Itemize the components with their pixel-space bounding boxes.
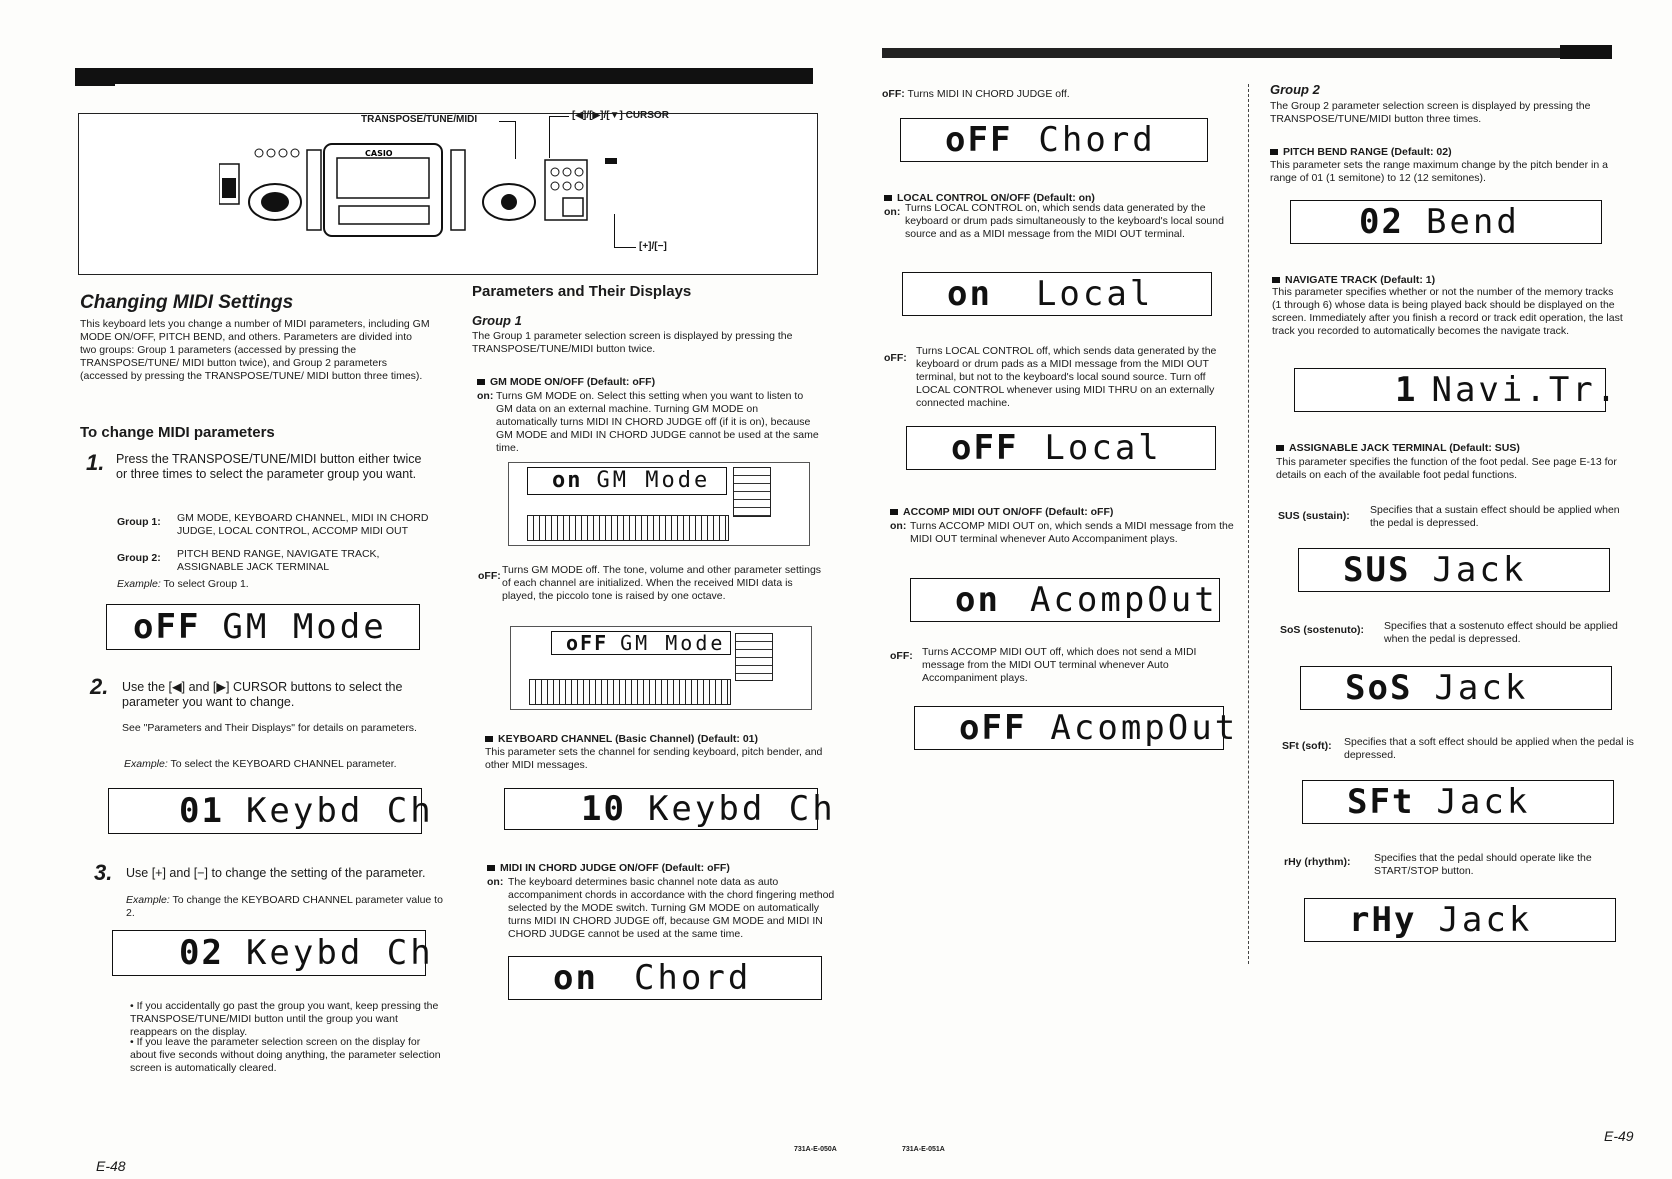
section-title-changing-midi: Changing MIDI Settings — [80, 292, 294, 313]
lcd-value: SoS — [1345, 668, 1413, 708]
lcd-value: oFF — [951, 428, 1019, 468]
lcd-value: 10 — [581, 789, 626, 829]
chord-on-label: on: — [487, 876, 504, 888]
lcd-value: oFF — [133, 607, 201, 647]
lcd-sos-jack — [1300, 666, 1612, 710]
footer-code-left: 731A-E-050A — [794, 1146, 837, 1153]
lcd-value: on — [947, 274, 992, 314]
lcd-keybd-ch-01 — [108, 788, 434, 834]
step-1-text: Press the TRANSPOSE/TUNE/MIDI button either twice or three times to select the parameter group you want. — [116, 452, 422, 481]
local-on-text: Turns LOCAL CONTROL on, which sends data generated by the keyboard or drum pads simultaneously to the keyboard's local sound source and as a MIDI message from the MIDI OUT terminal. — [905, 202, 1224, 240]
rhy-text: Specifies that the pedal should operate like the START/STOP button. — [1374, 852, 1592, 877]
lcd-value: on — [553, 958, 598, 998]
lcd-param: Bend — [1425, 202, 1520, 242]
mini-keyboard — [529, 679, 731, 705]
lcd-local-on — [902, 272, 1212, 316]
chord-off-text: Turns MIDI IN CHORD JUDGE off. — [907, 88, 1070, 100]
gm-off-panel — [510, 626, 812, 710]
example-3 — [126, 894, 444, 920]
staff-box — [733, 467, 771, 517]
lcd-param: Keybd Ch — [245, 791, 434, 831]
lcd-param: Local — [1035, 274, 1154, 314]
header-bar-left — [75, 68, 813, 84]
group2-text: PITCH BEND RANGE, NAVIGATE TRACK, ASSIGNABLE JACK TERMINAL — [177, 548, 380, 573]
lcd-value: rHy — [1349, 900, 1417, 940]
lcd-chord-on — [508, 956, 822, 1000]
group2-intro: The Group 2 parameter selection screen is displayed by pressing the TRANSPOSE/TUNE/MIDI button three times. — [1270, 100, 1591, 125]
lcd-param: Chord — [633, 958, 752, 998]
lcd-value: 01 — [179, 791, 224, 831]
example-1 — [117, 578, 249, 591]
footer-code-right: 731A-E-051A — [902, 1146, 945, 1153]
lcd-gm-mode-on — [527, 467, 727, 495]
lcd-keybd-ch-02 — [112, 930, 434, 976]
mini-keyboard — [527, 515, 729, 541]
group2-label: Group 2: — [117, 552, 161, 564]
sft-text: Specifies that a soft effect should be applied when the pedal is depressed. — [1344, 736, 1634, 761]
bullet-1: • If you accidentally go past the group you want, keep pressing the TRANSPOSE/TUNE/MIDI button until the group you want reappears on the display. — [130, 1000, 439, 1038]
lcd-value: SUS — [1343, 550, 1411, 590]
lcd-gm-mode-off — [106, 604, 420, 650]
example-2 — [124, 758, 397, 771]
sus-text: Specifies that a sustain effect should be applied when the pedal is depressed. — [1370, 504, 1620, 529]
group1-text: GM MODE, KEYBOARD CHANNEL, MIDI IN CHORD JUDGE, LOCAL CONTROL, ACCOMP MIDI OUT — [177, 512, 429, 537]
bullet-2: • If you leave the parameter selection screen on the display for about five seconds without doing anything, the parameter selection screen is automatically cleared. — [130, 1036, 441, 1074]
kb-channel-heading-text: KEYBOARD CHANNEL (Basic Channel) (Default: 01) — [498, 733, 759, 745]
lcd-value: oFF — [945, 120, 1013, 160]
group1-intro: The Group 1 parameter selection screen is displayed by pressing the TRANSPOSE/TUNE/MIDI button twice. — [472, 330, 793, 355]
chord-judge-heading — [487, 862, 730, 875]
step-1-number: 1. — [86, 450, 105, 475]
lcd-rhy-jack — [1304, 898, 1616, 942]
step-3-number: 3. — [94, 860, 113, 885]
navigate-text: This parameter specifies whether or not the number of the memory tracks (1 through 6) whose data is being played back should be displayed on the screen. Immediately after you finish a record or track edit operation, the last track you recorded to automatically becomes the navigate track. — [1272, 286, 1623, 337]
section-subtitle-to-change: To change MIDI parameters — [80, 424, 275, 441]
lcd-value: oFF — [959, 708, 1027, 748]
example-1-label: Example: — [117, 578, 161, 590]
keyboard-diagram — [78, 110, 818, 275]
lcd-param: Jack — [1432, 550, 1527, 590]
lcd-value: oFF — [566, 631, 609, 655]
gm-on-label: on: — [477, 390, 494, 402]
lcd-param: Chord — [1038, 120, 1156, 160]
example-2-label: Example: — [124, 758, 168, 770]
rhy-label: rHy (rhythm): — [1284, 856, 1351, 868]
section-title-parameters: Parameters and Their Displays — [472, 283, 692, 300]
example-2-text: To select the KEYBOARD CHANNEL parameter. — [170, 758, 397, 770]
gm-off-text: Turns GM MODE off. The tone, volume and other parameter settings of each channel are initialized. When the received MIDI data is played, the piccolo tone is raised by one octave. — [502, 564, 822, 602]
lcd-param: Jack — [1434, 668, 1529, 708]
lcd-accomp-off — [914, 706, 1239, 750]
header-bar-left-tab — [75, 72, 115, 86]
accomp-heading-text: ACCOMP MIDI OUT ON/OFF (Default: oFF) — [903, 506, 1114, 518]
lcd-chord-off — [900, 118, 1208, 162]
gm-off-label: oFF: — [478, 570, 501, 582]
sos-label: SoS (sostenuto): — [1280, 624, 1364, 636]
lcd-value: 02 — [179, 933, 224, 973]
group1-label: Group 1: — [117, 516, 161, 528]
kb-channel-text: This parameter sets the channel for sending keyboard, pitch bender, and other MIDI messages. — [485, 746, 823, 771]
chord-judge-heading-text: MIDI IN CHORD JUDGE ON/OFF (Default: oFF) — [500, 862, 730, 874]
sus-label: SUS (sustain): — [1278, 510, 1350, 522]
gm-mode-heading-text: GM MODE ON/OFF (Default: oFF) — [490, 376, 656, 388]
lcd-param: Local — [1044, 428, 1162, 468]
lcd-sus-jack — [1298, 548, 1610, 592]
lcd-param: GM Mode — [222, 607, 387, 647]
lcd-keybd-ch-10 — [504, 788, 836, 830]
lcd-param: GM Mode — [596, 468, 711, 493]
gm-mode-heading — [477, 376, 655, 389]
pitch-bend-heading-text: PITCH BEND RANGE (Default: 02) — [1283, 146, 1452, 158]
chord-on-text: The keyboard determines basic channel note data as auto accompaniment chords in accordance with the chord fingering method selected by the MODE switch. Turning GM MODE on automatically turns MIDI IN CHORD JUDGE off, because GM MODE and MIDI IN CHORD JUDGE cannot be used at the same time. — [508, 876, 835, 940]
accomp-on-label: on: — [890, 520, 907, 532]
local-control-heading-text: LOCAL CONTROL ON/OFF (Default: on) — [897, 192, 1095, 204]
column-divider — [1248, 84, 1249, 964]
step-2-note: See "Parameters and Their Displays" for details on parameters. — [122, 722, 417, 734]
brand-logo: CASIO — [365, 149, 393, 158]
chord-off-label: oFF: — [882, 88, 905, 100]
local-off-text: Turns LOCAL CONTROL off, which sends data generated by the keyboard or drum pads as a MIDI message from the MIDI OUT terminal, but not to the keyboard's local sound source. Turn off LOCAL CONTROL whenever using MIDI THRU on an externally connected machine. — [916, 345, 1217, 409]
lcd-local-off — [906, 426, 1216, 470]
lcd-value: on — [552, 468, 583, 493]
chord-off — [882, 88, 1212, 101]
cursor-pointer — [549, 116, 569, 117]
lcd-param: Jack — [1438, 900, 1533, 940]
pitch-bend-text: This parameter sets the range maximum change by the pitch bender in a range of 01 (1 semitone) to 12 (12 semitones). — [1270, 159, 1608, 184]
lcd-gm-mode-off-panel — [551, 631, 731, 655]
lcd-sft-jack — [1302, 780, 1614, 824]
lcd-navigate — [1294, 368, 1620, 412]
lcd-param: Keybd Ch — [647, 789, 836, 829]
jack-heading — [1276, 442, 1520, 455]
local-on-label: on: — [884, 206, 901, 218]
lcd-value: 1 — [1395, 370, 1418, 410]
bullet-1-text: If you accidentally go past the group you want, keep pressing the TRANSPOSE/TUNE/MIDI button until the group you want reappears on the display. — [130, 1000, 439, 1038]
page-number-left: E-48 — [96, 1158, 126, 1174]
lcd-value: 02 — [1359, 202, 1404, 242]
header-bar-right-tab — [1560, 45, 1612, 59]
lcd-param: Keybd Ch — [245, 933, 434, 973]
lcd-param: AcompOut — [1050, 708, 1239, 748]
bullet-2-text: If you leave the parameter selection screen on the display for about five seconds without doing anything, the parameter selection screen is automatically cleared. — [130, 1036, 441, 1074]
transpose-label: TRANSPOSE/TUNE/MIDI — [361, 114, 478, 125]
example-3-text: To change the KEYBOARD CHANNEL parameter value to 2. — [126, 894, 443, 919]
lcd-param: AcompOut — [1029, 580, 1218, 620]
lcd-pitch-bend — [1290, 200, 1602, 244]
lcd-accomp-on — [910, 578, 1220, 622]
group2-heading: Group 2 — [1270, 82, 1320, 97]
accomp-on-text: Turns ACCOMP MIDI OUT on, which sends a MIDI message from the MIDI OUT terminal whenever Auto Accompaniment plays. — [910, 520, 1234, 545]
lcd-value: on — [955, 580, 1000, 620]
gm-on-text: Turns GM MODE on. Select this setting when you want to listen to GM data on an external machine. Turning GM MODE on automatically turns MIDI IN CHORD JUDGE off (if it is on), because GM MODE and MIDI IN CHORD JUDGE cannot be used at the same time. — [496, 390, 819, 454]
navigate-heading-text: NAVIGATE TRACK (Default: 1) — [1285, 274, 1436, 286]
keyboard-console-illustration — [219, 138, 679, 248]
step-3-text: Use [+] and [−] to change the setting of the parameter. — [126, 866, 426, 880]
jack-text: This parameter specifies the function of the foot pedal. See page E-13 for details on each of the available foot pedal functions. — [1276, 456, 1617, 481]
sft-label: SFt (soft): — [1282, 740, 1332, 752]
kb-channel-heading — [485, 733, 758, 746]
header-bar-right — [882, 48, 1612, 58]
lcd-value: SFt — [1347, 782, 1415, 822]
step-2-number: 2. — [90, 674, 109, 699]
lcd-param: Jack — [1436, 782, 1531, 822]
cursor-label: [◀]/[▶]/[▼] CURSOR — [572, 110, 669, 121]
transpose-pointer — [499, 121, 515, 122]
lcd-param: GM Mode — [620, 631, 726, 655]
col1-intro: This keyboard lets you change a number of MIDI parameters, including GM MODE ON/OFF, PITCH BEND, and others. Parameters are divided into two groups: Group 1 parameters (accessed by pressing the TRANSPOSE/TUNE/ MIDI button twice), and Group 2 parameters (accessed by pressing the TRANSPOSE/TUNE/ MIDI button three times). — [80, 318, 430, 382]
group1-heading: Group 1 — [472, 313, 522, 328]
pitch-bend-heading — [1270, 146, 1452, 159]
lcd-param: Navi.Tr. — [1431, 370, 1620, 410]
gm-on-panel — [508, 462, 810, 546]
plusminus-label: [+]/[−] — [639, 241, 667, 252]
example-3-label: Example: — [126, 894, 170, 906]
accomp-off-text: Turns ACCOMP MIDI OUT off, which does not send a MIDI message from the MIDI OUT terminal whenever Auto Accompaniment plays. — [922, 646, 1197, 684]
example-1-text: To select Group 1. — [163, 578, 249, 590]
local-off-label: oFF: — [884, 352, 907, 364]
step-2-text: Use the [◀] and [▶] CURSOR buttons to select the parameter you want to change. — [122, 680, 403, 709]
accomp-off-label: oFF: — [890, 650, 913, 662]
accomp-heading — [890, 506, 1113, 519]
sos-text: Specifies that a sostenuto effect should be applied when the pedal is depressed. — [1384, 620, 1618, 645]
page-number-right: E-49 — [1604, 1128, 1634, 1144]
jack-heading-text: ASSIGNABLE JACK TERMINAL (Default: SUS) — [1289, 442, 1520, 454]
staff-box — [735, 633, 773, 681]
